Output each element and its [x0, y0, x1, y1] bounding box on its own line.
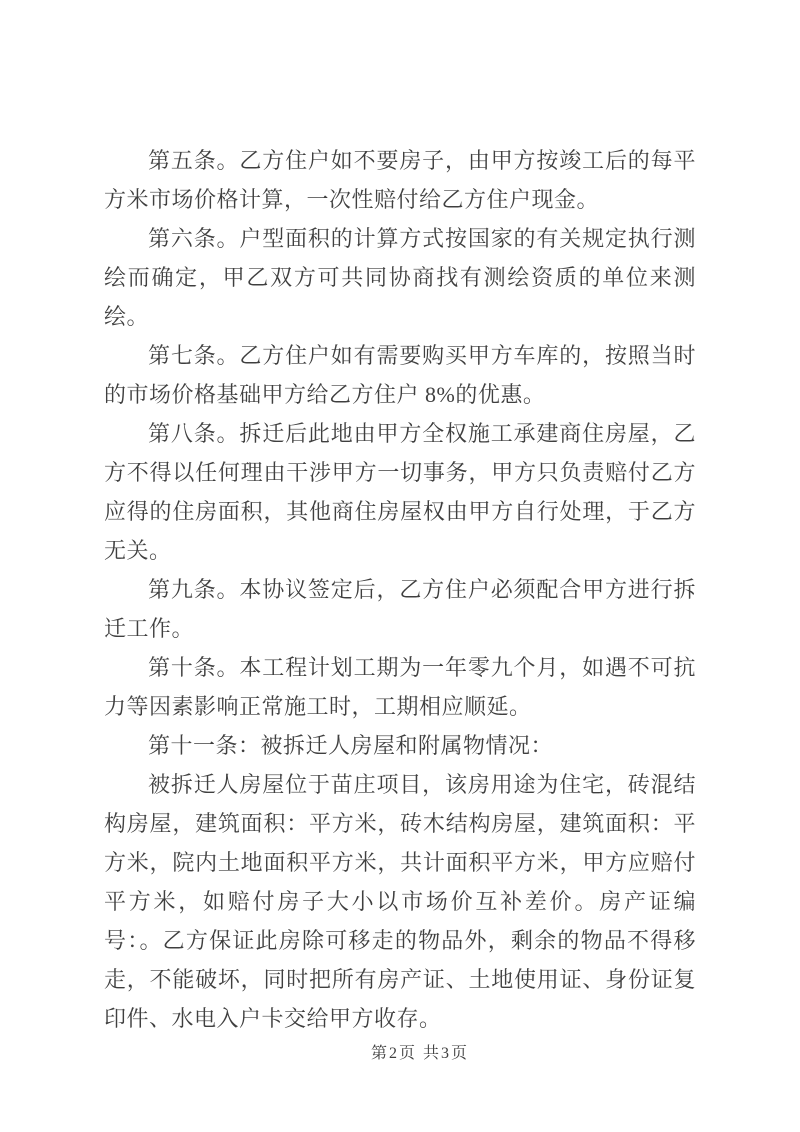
- paragraph-clause-8: 第八条。拆迁后此地由甲方全权施工承建商住房屋，乙方不得以任何理由干涉甲方一切事务，甲方只负责赔付乙方应得的住房面积，其他商住房屋权由甲方自行处理，于乙方无关。: [104, 421, 696, 563]
- paragraph-clause-10: 第十条。本工程计划工期为一年零九个月，如遇不可抗力等因素影响正常施工时，工期相应顺延。: [104, 655, 696, 719]
- page-footer: [0, 1040, 800, 1063]
- paragraph-clause-11-details: 被拆迁人房屋位于苗庄项目，该房用途为住宅，砖混结构房屋，建筑面积：平方米，砖木结构房屋，建筑面积：平方米，院内土地面积平方米，共计面积平方米，甲方应赔付平方米，如赔付房子大小以市场价互补差价。房产证编号：。乙方保证此房除可移走的物品外，剩余的物品不得移走，不能破坏，同时把所有房产证、土地使用证、身份证复印件、水电入户卡交给甲方收存。: [104, 772, 696, 1031]
- paragraph-clause-6: 第六条。户型面积的计算方式按国家的有关规定执行测绘而确定，甲乙双方可共同协商找有测绘资质的单位来测绘。: [104, 226, 696, 329]
- page-number-indicator: 第2页 共3页: [370, 1045, 469, 1062]
- paragraph-clause-11-heading: 第十一条：被拆迁人房屋和附属物情况：: [148, 733, 554, 758]
- document-body: [104, 141, 696, 1038]
- paragraph-clause-9: 第九条。本协议签定后，乙方住户必须配合甲方进行拆迁工作。: [104, 577, 696, 641]
- paragraph-clause-7: 第七条。乙方住户如有需要购买甲方车库的，按照当时的市场价格基础甲方给乙方住户 8%的优惠。: [104, 343, 696, 407]
- paragraph-clause-5: 第五条。乙方住户如不要房子，由甲方按竣工后的每平方米市场价格计算，一次性赔付给乙方住户现金。: [104, 148, 696, 212]
